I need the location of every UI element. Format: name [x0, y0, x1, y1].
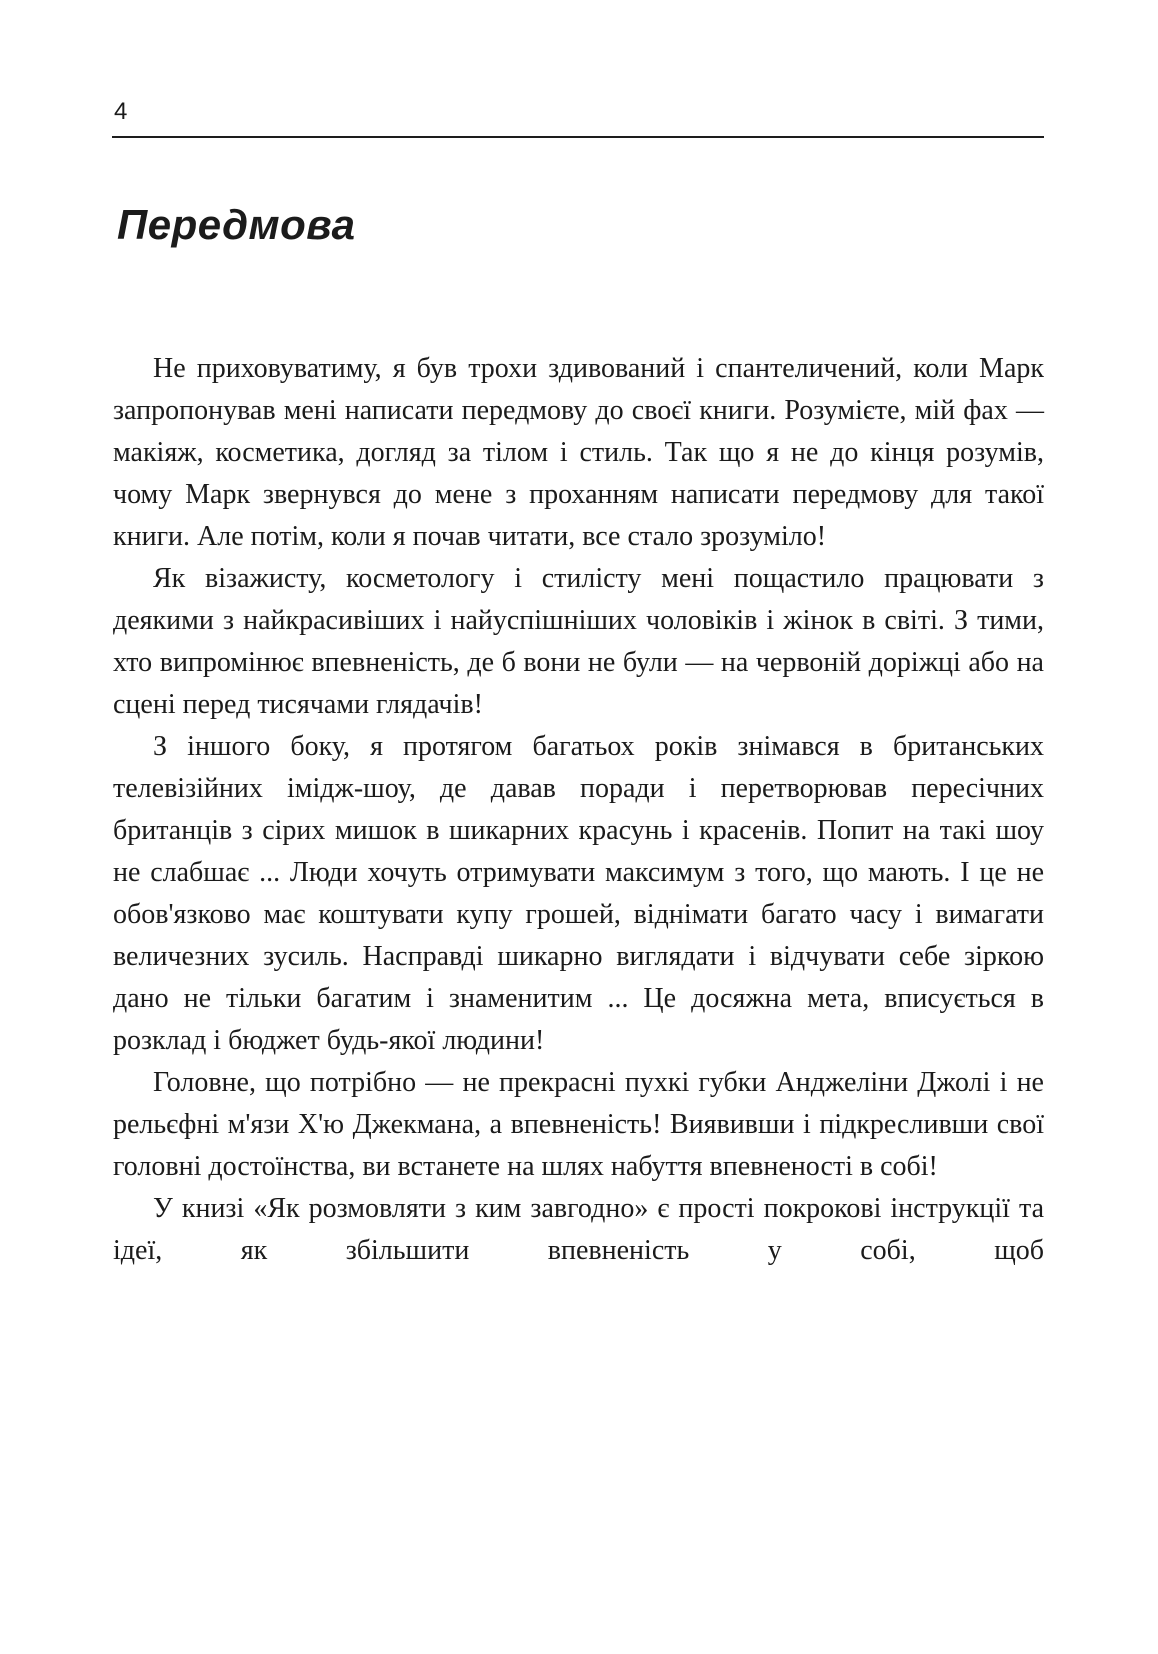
paragraph-2: Як візажисту, косметологу і стилісту мені пощастило працювати з деякими з найкрасивіших і найуспішніших чоловіків і жінок в світі. З тими, хто випромінює впевненість, де б вони не були — на червоній доріжці або на сцені перед тисячами глядачів! — [113, 563, 1044, 720]
paragraph-5: У книзі «Як розмовляти з ким завгодно» є прості покрокові інструкції та ідеї, як збільшити впевненість у собі, щоб — [113, 1193, 1044, 1266]
chapter-title: Передмова — [117, 201, 356, 248]
body-text — [113, 348, 1044, 1272]
paragraph-1: Не приховуватиму, я був трохи здивований і спантеличений, коли Марк запропонував мені написати передмову до своєї книги. Розумієте, мій фах — макіяж, косметика, догляд за тілом і стиль. Так що я не до кінця розумів, чому Марк звернувся до мене з проханням написати передмову для такої книги. Але потім, коли я почав читати, все стало зрозуміло! — [113, 353, 1044, 552]
paragraph-4: Головне, що потрібно — не прекрасні пухкі губки Анджеліни Джолі і не рельєфні м'язи Х'ю Джекмана, а впевненість! Виявивши і підкресливши свої головні достоїнства, ви встанете на шлях набуття впевненості в собі! — [113, 1067, 1044, 1182]
paragraph-3: З іншого боку, я протягом багатьох років знімався в британських телевізійних імідж-шоу, де давав поради і перетворював пересічних британців з сірих мишок в шикарних красунь і красенів. Попит на такі шоу не слабшає ... Люди хочуть отримувати максимум з того, що мають. І це не обов'язково має коштувати купу грошей, віднімати багато часу і вимагати величезних зусиль. Насправді шикарно виглядати і відчувати себе зіркою дано не тільки багатим і знаменитим ... Це досяжна мета, вписується в розклад і бюджет будь-якої людини! — [113, 731, 1044, 1056]
header-rule — [112, 136, 1044, 138]
page-number: 4 — [114, 98, 128, 125]
